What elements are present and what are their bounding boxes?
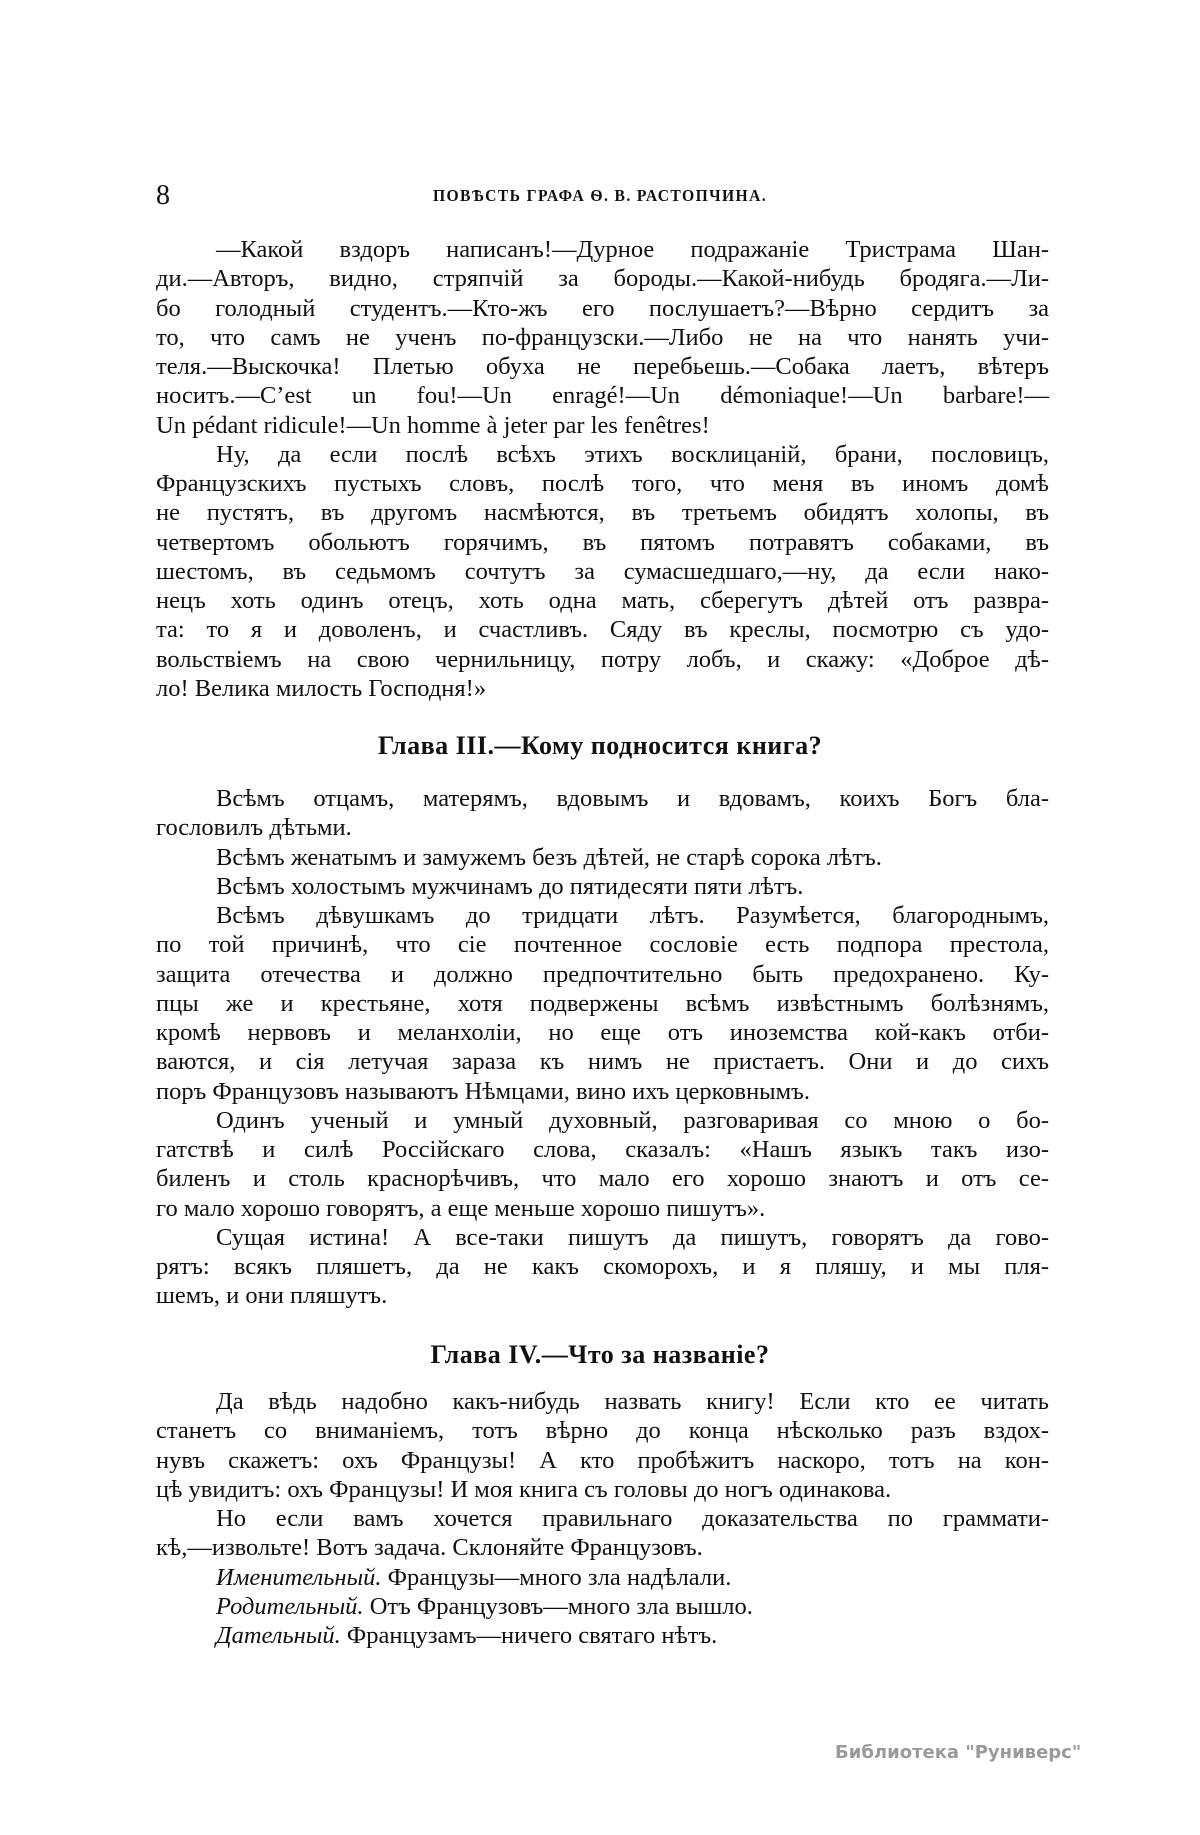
- text-line: Всѣмъ холостымъ мужчинамъ до пятидесяти пяти лѣтъ.: [216, 872, 804, 900]
- paragraph: [156, 872, 1049, 901]
- case-label: Дательный.: [216, 1622, 341, 1649]
- text-line: пцы же и крестьяне, хотя подвержены всѣмъ извѣстнымъ болѣзнямъ,: [156, 989, 1049, 1017]
- text-line: Всѣмъ дѣвушкамъ до тридцати лѣтъ. Разумѣется, благороднымъ,: [216, 902, 1049, 929]
- text-line: нецъ хоть одинъ отецъ, хоть одна мать, сберегутъ дѣтей отъ развра-: [156, 587, 1049, 614]
- text-line: —Какой вздоръ написанъ!—Дурное подражаніе Тристрама Шан-: [216, 236, 1049, 263]
- paragraph: [156, 1387, 1049, 1504]
- text-line: Одинъ ученый и умный духовный, разговаривая со мною о бо-: [216, 1106, 1049, 1134]
- text-line: не пустятъ, въ другомъ насмѣются, въ третьемъ обидятъ холопы, въ: [156, 499, 1049, 527]
- text-line: шемъ, и они пляшутъ.: [156, 1282, 388, 1310]
- text-line: Всѣмъ отцамъ, матерямъ, вдовымъ и вдовамъ, коихъ Богъ бла-: [216, 785, 1049, 812]
- text-line: цѣ увидитъ: охъ Французы! И моя книга съ головы до ногъ одинакова.: [156, 1475, 892, 1503]
- case-text: Французамъ—ничего святаго нѣтъ.: [340, 1622, 718, 1649]
- page-number: 8: [156, 180, 170, 211]
- paragraph: [156, 1106, 1049, 1223]
- text-block: [156, 784, 1049, 1311]
- text-line: бо голодный студентъ.—Кто-жъ его послушаетъ?—Вѣрно сердитъ за: [156, 294, 1049, 322]
- paragraph: [156, 235, 1049, 440]
- text-line: шестомъ, въ седьмомъ сочтутъ за сумасшедшаго,—ну, да если нако-: [156, 557, 1049, 585]
- paragraph: [156, 440, 1049, 703]
- text-line: носитъ.—C’est un fou!—Un enragé!—Un démoniaque!—Un barbare!—: [156, 382, 1049, 410]
- text-line: вольствіемъ на свою чернильницу, потру лобъ, и скажу: «Доброе дѣ-: [156, 645, 1049, 673]
- text-line: нувъ скажетъ: охъ Французы! А кто пробѣжитъ наскоро, тотъ на кон-: [156, 1446, 1049, 1474]
- text-line: биленъ и столь краснорѣчивъ, что мало его хорошо знаютъ и отъ се-: [156, 1165, 1049, 1193]
- paragraph: [156, 784, 1049, 843]
- text-block: [156, 1387, 1049, 1650]
- text-line: гословилъ дѣтьми.: [156, 814, 352, 842]
- text-line: четвертомъ обольютъ горячимъ, въ пятомъ потравятъ собаками, въ: [156, 528, 1049, 556]
- text-line: рятъ: всякъ пляшетъ, да не какъ скоморохъ, и я пляшу, и мы пля-: [156, 1253, 1049, 1280]
- text-line: то, что самъ не ученъ по-французски.—Либо не на что нанять учи-: [156, 323, 1049, 351]
- text-line: Французскихъ пустыхъ словъ, послѣ того, что меня въ иномъ домѣ: [156, 470, 1049, 497]
- text-line: защита отечества и должно предпочтительно быть предохранено. Ку-: [156, 960, 1049, 988]
- text-line: Сущая истина! А все-таки пишутъ да пишутъ, говорятъ да гово-: [216, 1223, 1049, 1251]
- text-line: ди.—Авторъ, видно, стряпчій за бороды.—Какой-нибудь бродяга.—Ли-: [156, 265, 1049, 293]
- text-line: поръ Французовъ называютъ Нѣмцами, вино ихъ церковнымъ.: [156, 1077, 810, 1105]
- case-label: Именительный.: [216, 1563, 382, 1591]
- running-title: ПОВѢСТЬ ГРАФА Ѳ. В. РАСТОПЧИНА.: [432, 186, 768, 205]
- chapter-heading: Глава III.—Кому подносится книга?: [377, 731, 823, 760]
- text-block: [156, 235, 1049, 703]
- text-line: Да вѣдь надобно какъ-нибудь назвать книгу! Если кто ее читать: [216, 1388, 1049, 1415]
- declension-line: [156, 1621, 1049, 1650]
- text-line: Всѣмъ женатымъ и замужемъ безъ дѣтей, не старѣ сорока лѣтъ.: [216, 843, 882, 871]
- text-line: ло! Велика милость Господня!»: [156, 674, 487, 702]
- case-label: Родительный.: [216, 1592, 364, 1620]
- case-text: Французы—много зла надѣлали.: [381, 1563, 732, 1591]
- text-line: станетъ со вниманіемъ, тотъ вѣрно до конца нѣсколько разъ вздох-: [156, 1417, 1049, 1445]
- text-line: ваются, и сія летучая зараза къ нимъ не пристаетъ. Они и до сихъ: [156, 1048, 1049, 1076]
- case-text: Отъ Французовъ—много зла вышло.: [363, 1592, 753, 1620]
- text-line: го мало хорошо говорятъ, а еще меньше хорошо пишутъ».: [156, 1194, 766, 1222]
- chapter-heading: Глава IV.—Что за названіе?: [430, 1340, 770, 1369]
- text-line: кѣ,—извольте! Вотъ задача. Склоняйте Французовъ.: [156, 1534, 703, 1562]
- text-line: по той причинѣ, что сіе почтенное сословіе есть подпора престола,: [156, 931, 1049, 959]
- text-line: кромѣ нервовъ и меланхоліи, но еще отъ иноземства кой-какъ отби-: [156, 1019, 1049, 1046]
- declension-line: [156, 1592, 1049, 1621]
- text-line: Un pédant ridicule!—Un homme à jeter par les fenêtres!: [156, 411, 710, 439]
- paragraph: [156, 901, 1049, 1106]
- paragraph: [156, 1504, 1049, 1563]
- library-watermark: Библиотека "Руниверс": [835, 1742, 1082, 1763]
- text-line: Ну, да если послѣ всѣхъ этихъ восклицаній, брани, пословицъ,: [216, 440, 1049, 468]
- paragraph: [156, 1223, 1049, 1311]
- paragraph: [156, 843, 1049, 872]
- text-line: Но если вамъ хочется правильнаго доказательства по граммати-: [216, 1505, 1049, 1532]
- text-line: гатствѣ и силѣ Россійскаго слова, сказалъ: «Нашъ языкъ такъ изо-: [156, 1136, 1049, 1163]
- text-line: теля.—Выскочка! Плетью обуха не перебьешь.—Собака лаетъ, вѣтеръ: [156, 353, 1049, 380]
- text-line: та: то я и доволенъ, и счастливъ. Сяду въ креслы, посмотрю съ удо-: [156, 616, 1049, 644]
- declension-line: [156, 1563, 1049, 1592]
